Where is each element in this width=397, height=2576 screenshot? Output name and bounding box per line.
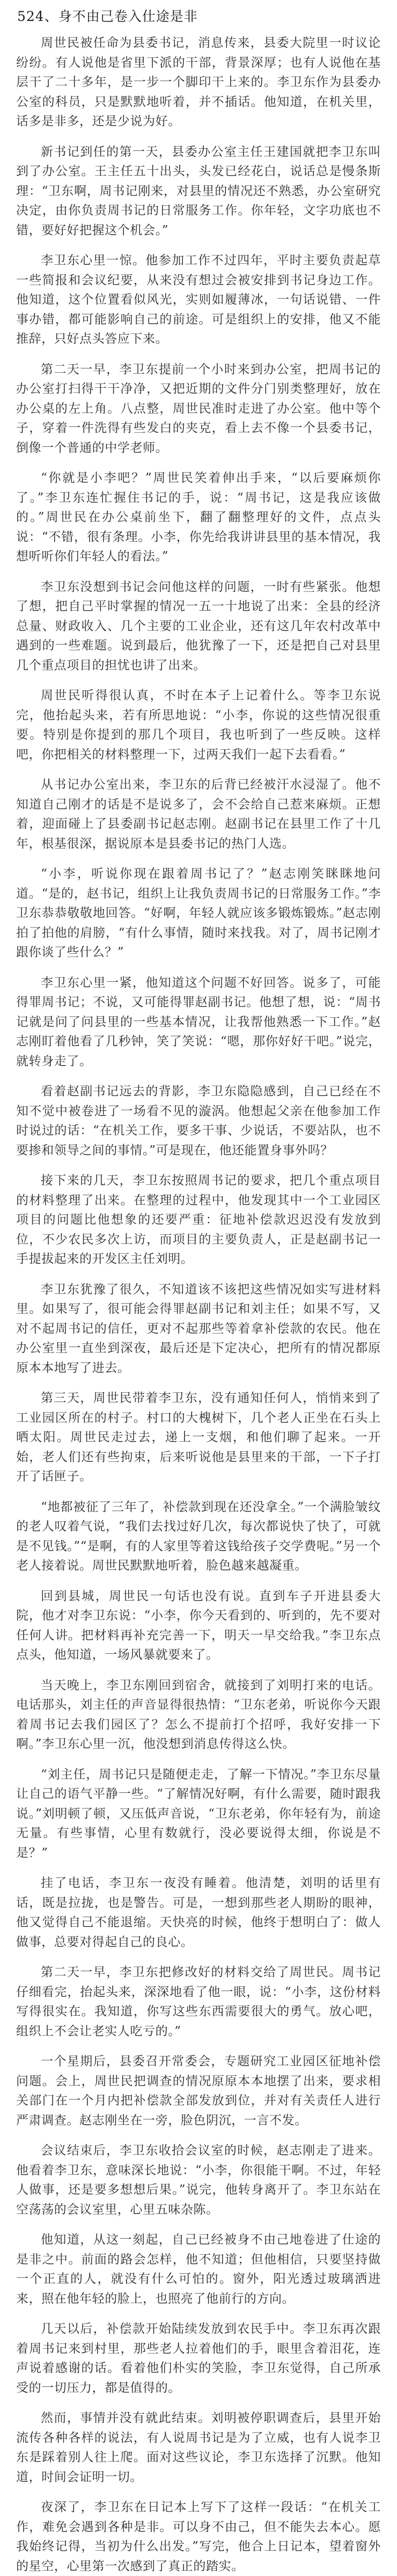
- paragraph: “小李，听说你现在跟着周书记了？”赵志刚笑眯眯地问道。“是的，赵书记，组织上让我负责周书记的日常服务工作。”李卫东恭恭敬敬地回答。“好啊，年轻人就应该多锻炼锻炼。”赵志刚拍了拍他的肩膀，“有什么事情，随时来找我。对了，周书记刚才跟你谈了些什么？”: [16, 867, 381, 959]
- paragraph: 李卫东没想到书记会问他这样的问题，一时有些紧张。他想了想，把自己平时掌握的情况一五一十地说了出来：全县的经济总量、财政收入、几个主要的工业企业，还有这几年农村改革中遇到的一些难题。说到最后，他犹豫了一下，还是把自己对县里几个重点项目的担忧也讲了出来。: [16, 580, 381, 672]
- paragraph: 李卫东犹豫了很久，不知道该不该把这些情况如实写进材料里。如果写了，很可能会得罪赵副书记和刘主任；如果不写，又对不起周书记的信任，更对不起那些等着拿补偿款的农民。他在办公室里一直坐到深夜，最后还是下定决心，把所有的情况都原原本本地写了进去。: [16, 1282, 381, 1375]
- paragraph: 当天晚上，李卫东刚回到宿舍，就接到了刘明打来的电话。电话那头，刘主任的声音显得很热情：“卫东老弟，听说你今天跟着周书记去我们园区了？怎么不提前打个招呼，我好安排一下啊。”李卫东心里一沉，他没想到消息传得这么快。: [16, 1678, 381, 1751]
- paragraph: 挂了电话，李卫东一夜没有睡着。他清楚，刘明的话里有话，既是拉拢，也是警告。可是，一想到那些老人期盼的眼神，他又觉得自己不能退缩。天快亮的时候，他终于想明白了：做人做事，总要对得起自己的良心。: [16, 1876, 381, 1949]
- paragraph: 周世民听得很认真，不时在本子上记着什么。等李卫东说完，他抬起头来，若有所思地说：“小李，你说的这些情况很重要。特别是你提到的那几个项目，我也听到了一些反映。这样吧，你把相关的材料整理一下，过两天我们一起下去看看。”: [16, 689, 381, 762]
- paragraph: 然而，事情并没有就此结束。刘明被停职调查后，县里开始流传各种各样的说法，有人说周书记是为了立威，也有人说李卫东是踩着别人往上爬。面对这些议论，李卫东选择了沉默。他知道，时间会证明一切。: [16, 2411, 381, 2484]
- paragraph: 第二天一早，李卫东把修改好的材料交给了周世民。周书记仔细看完，抬起头来，深深地看了他一眼，说：“小李，这份材料写得很实在。我知道，你写这些东西需要很大的勇气。放心吧，组织上不会让老实人吃亏的。”: [16, 1965, 381, 2038]
- paragraph: 几天以后，补偿款开始陆续发放到农民手中。李卫东再次跟着周书记来到村里，那些老人拉着他们的手，眼里含着泪花，连声说着感谢的话。看着他们朴实的笑脸，李卫东觉得，自己所承受的一切压力，都是值得的。: [16, 2322, 381, 2395]
- paragraph: 李卫东心里一惊。他参加工作不过四年，平时主要负责起草一些简报和会议纪要，从来没有想过会被安排到书记身边工作。他知道，这个位置看似风光，实则如履薄冰，一句话说错、一件事办错，都可能影响自己的前途。可是组织上的安排，他又不能推辞，只好点头答应下来。: [16, 254, 381, 346]
- paragraph: 接下来的几天，李卫东按照周书记的要求，把几个重点项目的材料整理了出来。在整理的过程中，他发现其中一个工业园区项目的问题比他想象的还要严重：征地补偿款迟迟没有发放到位，不少农民多次上访，而项目的主要负责人，正是赵副书记一手提拔起来的开发区主任刘明。: [16, 1174, 381, 1266]
- paragraph: 李卫东心里一紧，他知道这个问题不好回答。说多了，可能得罪周书记；不说，又可能得罪赵副书记。他想了想，说：“周书记就是问了问县里的一些基本情况，让我帮他熟悉一下工作。”赵志刚盯着他看了几秒钟，笑了笑说：“嗯，那你好好干吧。”说完，就转身走了。: [16, 975, 381, 1068]
- paragraph: 从书记办公室出来，李卫东的后背已经被汗水浸湿了。他不知道自己刚才的话是不是说多了，会不会给自己惹来麻烦。正想着，迎面碰上了县委副书记赵志刚。赵副书记在县里工作了十几年，根基很深，据说原本是县委书记的热门人选。: [16, 778, 381, 851]
- paragraph: 第三天，周世民带着李卫东，没有通知任何人，悄悄来到了工业园区所在的村子。村口的大槐树下，几个老人正坐在石头上晒太阳。周世民走过去，递上一支烟，和他们聊了起来。一开始，老人们还有些拘束，后来听说他是县里来的干部，一下子打开了话匣子。: [16, 1391, 381, 1484]
- paragraph: 看着赵副书记远去的背影，李卫东隐隐感到，自己已经在不知不觉中被卷进了一场看不见的漩涡。他想起父亲在他参加工作时说过的话：“在机关工作，要多干事、少说话，不要站队，也不要掺和领导之间的事情。”可是现在，他还能置身事外吗？: [16, 1084, 381, 1157]
- paragraph: 会议结束后，李卫东收拾会议室的时候，赵志刚走了进来。他看着李卫东，意味深长地说：“小李，你很能干啊。不过，年轻人做事，还是要多想想后果。”说完，他转身离开了。李卫东站在空荡荡的会议室里，心里五味杂陈。: [16, 2144, 381, 2217]
- paragraph: 周世民被任命为县委书记，消息传来，县委大院里一时议论纷纷。有人说他是省里下派的干部，背景深厚；也有人说他在基层干了二十多年，是一步一个脚印干上来的。李卫东作为县委办公室的科员，只是默默地听着，并不插话。他知道，在机关里，话多是非多，还是少说为好。: [16, 36, 381, 128]
- paragraph: 夜深了，李卫东在日记本上写下了这样一段话：“在机关工作，难免会遇到各种是非。可以身不由己，但不能失去本心。愿我始终记得，当初为什么出发。”写完，他合上日记本，望着窗外的星空，心里第一次感到了真正的踏实。: [16, 2500, 381, 2573]
- article-body: [16, 33, 381, 2576]
- paragraph: “你就是小李吧？”周世民笑着伸出手来，“以后要麻烦你了。”李卫东连忙握住书记的手，说：“周书记，这是我应该做的。”周世民在办公桌前坐下，翻了翻整理好的文件，点点头说：“不错，很有条理。小李，你先给我讲讲县里的基本情况，我想听听你们年轻人的看法。”: [16, 471, 381, 563]
- paragraph: 一个星期后，县委召开常委会，专题研究工业园区征地补偿问题。会上，周世民把调查的情况原原本本地摆了出来，要求相关部门在一个月内把补偿款全部发放到位，并对有关责任人进行严肃调查。赵志刚坐在一旁，脸色阴沉，一言不发。: [16, 2054, 381, 2128]
- paragraph: 回到县城，周世民一句话也没有说。直到车子开进县委大院，他才对李卫东说：“小李，你今天看到的、听到的，先不要对任何人讲。把材料再补充完善一下，明天一早交给我。”李卫东点点头，他知道，一场风暴就要来了。: [16, 1589, 381, 1662]
- paragraph: 新书记到任的第一天，县委办公室主任王建国就把李卫东叫到了办公室。王主任五十出头，头发已经花白，说话总是慢条斯理：“卫东啊，周书记刚来，对县里的情况还不熟悉，办公室研究决定，由你负责周书记的日常服务工作。你年轻，文字功底也不错，要好好把握这个机会。”: [16, 144, 381, 237]
- paragraph: “地都被征了三年了，补偿款到现在还没拿全。”一个满脸皱纹的老人叹着气说，“我们去找过好几次，每次都说快了快了，可就是不见钱。”“是啊，有的人家里等着这钱给孩子交学费呢。”另一个老人接着说。周世民默默地听着，脸色越来越凝重。: [16, 1500, 381, 1573]
- paragraph: 他知道，从这一刻起，自己已经被身不由己地卷进了仕途的是非之中。前面的路会怎样，他不知道；但他相信，只要坚持做一个正直的人，就没有什么可怕的。窗外，阳光透过玻璃洒进来，照在他年轻的脸上，也照亮了他前行的方向。: [16, 2233, 381, 2306]
- paragraph: 第二天一早，李卫东提前一个小时来到办公室，把周书记的办公室打扫得干干净净，又把近期的文件分门别类整理好，放在办公桌的左上角。八点整，周世民准时走进了办公室。他中等个子，穿着一件洗得有些发白的夹克，看上去不像一个县委书记，倒像一个普通的中学老师。: [16, 362, 381, 455]
- paragraph: “刘主任，周书记只是随便走走，了解一下情况。”李卫东尽量让自己的语气平静一些。“了解情况好啊，有什么需要，随时跟我说。”刘明顿了顿，又压低声音说，“卫东老弟，你年轻有为，前途无量。有些事情，心里有数就行，没必要说得太细，你说是不是？”: [16, 1767, 381, 1860]
- article-title: 524、身不由己卷入仕途是非: [17, 9, 198, 24]
